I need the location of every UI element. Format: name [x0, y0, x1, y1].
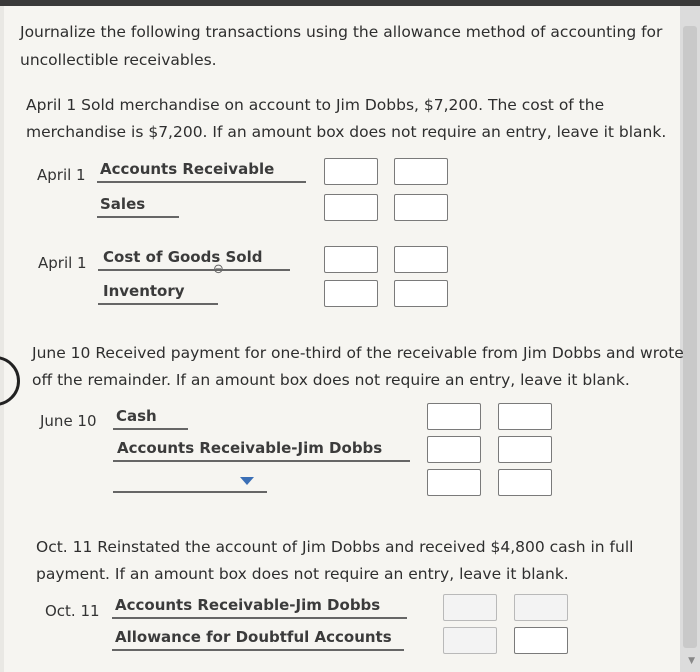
june-row2-underline [113, 460, 410, 462]
june-row3-credit-input[interactable] [498, 469, 552, 496]
april-entry2-date: April 1 [38, 254, 87, 272]
october-description-line-2: payment. If an amount box does not require an entry, leave it blank. [36, 565, 569, 583]
april-entry2-credit-amount-input[interactable] [394, 246, 448, 273]
october-date: Oct. 11 [45, 602, 100, 620]
instructions-line-1: Journalize the following transactions using the allowance method of accounting for [20, 23, 663, 41]
april-entry2-debit-account[interactable]: Cost of Goods Sold [103, 248, 263, 266]
june-description-line-2: off the remainder. If an amount box does not require an entry, leave it blank. [32, 371, 630, 389]
april-entry2-debit-amount-input[interactable] [324, 246, 378, 273]
scroll-thumb[interactable] [683, 26, 697, 648]
april-entry1-debit-underline [97, 181, 306, 183]
june-row2-debit-input[interactable] [427, 436, 481, 463]
june-row1-debit-input[interactable] [427, 403, 481, 430]
april-description-line-2: merchandise is $7,200. If an amount box does not require an entry, leave it blank. [26, 123, 667, 141]
april-entry1-debit-amount-input[interactable] [324, 158, 378, 185]
october-row1-credit-input[interactable] [514, 594, 568, 621]
april-entry2-credit-underline [98, 303, 218, 305]
june-row3-underline [113, 491, 267, 493]
october-row2-debit-input[interactable] [443, 627, 497, 654]
october-row1-debit-input[interactable] [443, 594, 497, 621]
june-row3-debit-input[interactable] [427, 469, 481, 496]
april-entry1-credit-amount-input[interactable] [394, 158, 448, 185]
april-entry1-date: April 1 [37, 166, 86, 184]
april-entry1-credit-underline [97, 216, 179, 218]
scrollbar[interactable] [680, 6, 700, 672]
april-description-line-1: April 1 Sold merchandise on account to Jim Dobbs, $7,200. The cost of the [26, 96, 605, 114]
october-description-line-1: Oct. 11 Reinstated the account of Jim Dobbs and received $4,800 cash in full [36, 538, 634, 556]
instructions-line-2: uncollectible receivables. [20, 51, 217, 69]
october-row2-credit-input[interactable] [514, 627, 568, 654]
april-entry1-row2-debit-input[interactable] [324, 194, 378, 221]
april-entry1-row2-credit-input[interactable] [394, 194, 448, 221]
october-row2-underline [112, 649, 404, 651]
april-entry2-credit-account[interactable]: Inventory [103, 282, 185, 300]
june-description-line-1: June 10 Received payment for one-third of the receivable from Jim Dobbs and wrote [32, 344, 684, 362]
october-row1-account[interactable]: Accounts Receivable-Jim Dobbs [115, 596, 381, 614]
june-row2-account[interactable]: Accounts Receivable-Jim Dobbs [117, 439, 383, 457]
june-date: June 10 [40, 412, 97, 430]
june-row1-underline [113, 428, 188, 430]
chevron-down-icon[interactable] [240, 477, 254, 485]
october-row2-account[interactable]: Allowance for Doubtful Accounts [115, 628, 392, 646]
april-entry2-row2-debit-input[interactable] [324, 280, 378, 307]
april-entry2-debit-underline [98, 269, 290, 271]
june-row1-credit-input[interactable] [498, 403, 552, 430]
april-entry2-row2-credit-input[interactable] [394, 280, 448, 307]
april-entry1-debit-account[interactable]: Accounts Receivable [100, 160, 275, 178]
cursor-icon: ⊖ [213, 262, 224, 277]
october-row1-underline [112, 617, 407, 619]
scroll-down-icon[interactable]: ▼ [688, 656, 695, 666]
june-row2-credit-input[interactable] [498, 436, 552, 463]
june-row1-account[interactable]: Cash [116, 407, 157, 425]
april-entry1-credit-account[interactable]: Sales [100, 195, 146, 213]
